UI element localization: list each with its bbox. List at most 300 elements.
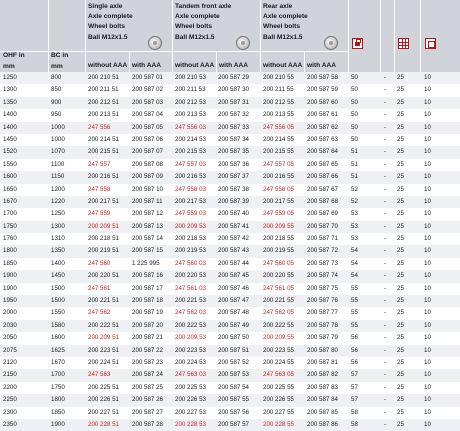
cell-s2: 200 587 24	[132, 371, 163, 379]
cell-d: -	[384, 272, 387, 280]
cell-bc: 1220	[51, 197, 65, 205]
cell-r1: 200 222 55	[263, 321, 294, 329]
cell-b: 10	[424, 321, 431, 329]
cell-r2: 200 587 85	[307, 408, 338, 416]
cell-b: 10	[424, 346, 431, 354]
cell-s2: 200 587 13	[132, 222, 163, 230]
cell-r1: 200 221 55	[263, 297, 294, 305]
cell-t1: 247 562 03	[175, 309, 206, 317]
cell-ohf: 1900	[3, 284, 17, 292]
cell-t2: 200 587 50	[218, 334, 249, 342]
cell-r1: 200 227 55	[263, 408, 294, 416]
table-row	[0, 221, 460, 233]
cell-r2: 200 587 86	[307, 420, 338, 428]
cell-d: -	[384, 74, 387, 81]
cell-s2: 200 587 28	[132, 420, 163, 428]
tandem-axle-sub3: Ball M12x1.5	[175, 34, 215, 41]
cell-b: 10	[424, 334, 431, 342]
cell-bc: 1900	[51, 420, 65, 428]
cell-a: 25	[397, 222, 404, 230]
box-size-icon	[425, 38, 436, 49]
tandem-with-aaa: with AAA	[219, 62, 249, 69]
tandem-without-aaa: without AAA	[175, 62, 215, 69]
cell-a: 25	[397, 185, 404, 193]
cell-r1: 200 218 55	[263, 235, 294, 243]
cell-t1: 200 225 53	[175, 383, 206, 391]
cell-t2: 200 587 57	[218, 420, 249, 428]
cell-r1: 200 228 55	[263, 420, 294, 428]
cell-b: 10	[424, 111, 431, 119]
cell-t2: 200 587 34	[218, 135, 249, 143]
single-with-aaa: with AAA	[132, 62, 162, 69]
cell-t2: 200 587 54	[218, 383, 249, 391]
cell-r2: 200 587 70	[307, 222, 338, 230]
table-row	[0, 258, 460, 270]
cell-s2: 200 587 03	[132, 98, 163, 106]
table-header	[0, 0, 460, 72]
cell-s2: 200 587 08	[132, 160, 163, 168]
cell-a: 25	[397, 371, 404, 379]
cell-s1: 200 218 51	[88, 235, 119, 243]
cell-t2: 200 587 38	[218, 185, 249, 193]
cell-s1: 200 227 51	[88, 408, 119, 416]
cell-b: 10	[424, 420, 431, 428]
cell-s1: 200 213 51	[88, 111, 119, 119]
cell-r1: 200 209 55	[263, 222, 294, 230]
cell-r2: 200 587 80	[307, 346, 338, 354]
weight-lock-icon	[352, 38, 363, 49]
cell-bc: 1070	[51, 148, 65, 156]
ohf-label: OHF in	[3, 52, 25, 59]
cell-s2: 200 587 01	[132, 74, 163, 81]
cell-b: 10	[424, 148, 431, 156]
cell-t1: 247 561 03	[175, 284, 206, 292]
cell-t1: 200 222 53	[175, 321, 206, 329]
cell-w: 51	[351, 148, 358, 156]
bc-unit: mm	[51, 63, 63, 70]
cell-r2: 200 587 64	[307, 148, 338, 156]
cell-d: -	[384, 383, 387, 391]
table-row	[0, 134, 460, 146]
cell-w: 51	[351, 173, 358, 181]
cell-s2: 200 587 11	[132, 197, 163, 205]
cell-t2: 200 587 31	[218, 98, 249, 106]
cell-b: 10	[424, 309, 431, 317]
cell-b: 10	[424, 86, 431, 94]
cell-bc: 1000	[51, 123, 65, 131]
cell-s1: 247 558	[88, 185, 111, 193]
cell-s1: 200 214 51	[88, 135, 119, 143]
cell-b: 10	[424, 358, 431, 366]
cell-s2: 200 587 02	[132, 86, 163, 94]
table-row	[0, 196, 460, 208]
cell-t2: 200 587 36	[218, 160, 249, 168]
cell-b: 10	[424, 135, 431, 143]
cell-s1: 200 222 51	[88, 321, 119, 329]
cell-t1: 200 211 53	[175, 86, 206, 94]
cell-a: 25	[397, 358, 404, 366]
cell-t2: 200 587 29	[218, 74, 249, 81]
cell-ohf: 1650	[3, 185, 17, 193]
cell-s1: 200 210 51	[88, 74, 119, 81]
cell-t1: 200 209 53	[175, 222, 206, 230]
cell-t1: 247 557 03	[175, 160, 206, 168]
cell-a: 25	[397, 272, 404, 280]
cell-w: 53	[351, 235, 358, 243]
cell-bc: 1625	[51, 346, 65, 354]
ball-coupling-icon	[324, 36, 338, 50]
cell-t1: 200 224 53	[175, 358, 206, 366]
cell-w: 50	[351, 86, 358, 94]
cell-w: 50	[351, 98, 358, 106]
cell-s2: 200 587 07	[132, 148, 163, 156]
single-axle-sub2: Wheel bolts	[88, 23, 125, 30]
cell-s2: 200 587 10	[132, 185, 163, 193]
cell-w: 55	[351, 297, 358, 305]
cell-w: 50	[351, 123, 358, 131]
cell-t1: 200 213 53	[175, 111, 206, 119]
cell-r1: 200 214 55	[263, 135, 294, 143]
cell-s2: 200 587 06	[132, 135, 163, 143]
cell-ohf: 2030	[3, 321, 17, 329]
cell-w: 56	[351, 334, 358, 342]
cell-bc: 1700	[51, 371, 65, 379]
cell-w: 56	[351, 346, 358, 354]
cell-d: -	[384, 321, 387, 329]
cell-t1: 247 558 03	[175, 185, 206, 193]
table-row	[0, 159, 460, 171]
cell-s1: 200 221 51	[88, 297, 119, 305]
rear-axle-sub3: Ball M12x1.5	[263, 34, 303, 41]
cell-b: 10	[424, 173, 431, 181]
cell-bc: 1200	[51, 185, 65, 193]
cell-w: 55	[351, 284, 358, 292]
cell-s2: 200 587 05	[132, 123, 163, 131]
cell-t2: 200 587 55	[218, 396, 249, 404]
cell-d: -	[384, 420, 387, 428]
cell-bc: 1800	[51, 396, 65, 404]
cell-t2: 200 587 42	[218, 235, 249, 243]
cell-d: -	[384, 148, 387, 156]
cell-s1: 200 220 51	[88, 272, 119, 280]
cell-ohf: 1400	[3, 111, 17, 119]
cell-b: 10	[424, 98, 431, 106]
cell-b: 10	[424, 222, 431, 230]
cell-t2: 200 587 51	[218, 346, 249, 354]
cell-t2: 200 587 56	[218, 408, 249, 416]
cell-d: -	[384, 235, 387, 243]
cell-d: -	[384, 222, 387, 230]
table-row	[0, 72, 460, 84]
cell-b: 10	[424, 210, 431, 218]
cell-r2: 200 587 58	[307, 74, 338, 81]
table-row	[0, 320, 460, 332]
cell-bc: 800	[51, 74, 62, 81]
cell-bc: 1300	[51, 222, 65, 230]
cell-ohf: 1550	[3, 160, 17, 168]
cell-ohf: 1750	[3, 222, 17, 230]
cell-r1: 200 223 55	[263, 346, 294, 354]
cell-s2: 200 587 18	[132, 297, 163, 305]
cell-s2: 200 587 27	[132, 408, 163, 416]
cell-a: 25	[397, 173, 404, 181]
cell-a: 25	[397, 247, 404, 255]
cell-ohf: 1850	[3, 259, 17, 267]
cell-bc: 1150	[51, 173, 65, 181]
table-row	[0, 97, 460, 109]
cell-w: 55	[351, 309, 358, 317]
rear-with-aaa: with AAA	[307, 62, 337, 69]
cell-ohf: 1350	[3, 98, 17, 106]
cell-b: 10	[424, 297, 431, 305]
cell-s2: 200 587 23	[132, 358, 163, 366]
cell-w: 50	[351, 74, 358, 81]
cell-r2: 200 587 61	[307, 111, 338, 119]
rear-without-aaa: without AAA	[263, 62, 303, 69]
cell-r2: 200 587 74	[307, 272, 338, 280]
cell-ohf: 1600	[3, 173, 17, 181]
cell-r1: 200 212 55	[263, 98, 294, 106]
cell-s1: 247 559	[88, 210, 111, 218]
cell-d: -	[384, 185, 387, 193]
cell-r1: 247 561 05	[263, 284, 294, 292]
cell-bc: 1580	[51, 321, 65, 329]
cell-r1: 247 562 05	[263, 309, 294, 317]
cell-s2: 1 225 995	[132, 259, 160, 267]
cell-a: 25	[397, 309, 404, 317]
cell-b: 10	[424, 408, 431, 416]
cell-d: -	[384, 346, 387, 354]
cell-b: 10	[424, 247, 431, 255]
cell-s2: 200 587 09	[132, 173, 163, 181]
cell-d: -	[384, 297, 387, 305]
cell-ohf: 2350	[3, 420, 17, 428]
cell-s2: 200 587 21	[132, 334, 163, 342]
cell-s2: 200 587 22	[132, 346, 163, 354]
table-row	[0, 382, 460, 394]
cell-s1: 247 562	[88, 309, 111, 317]
cell-a: 25	[397, 86, 404, 94]
cell-bc: 1000	[51, 135, 65, 143]
cell-t2: 200 587 53	[218, 371, 249, 379]
cell-a: 25	[397, 123, 404, 131]
cell-w: 57	[351, 396, 358, 404]
cell-r2: 200 587 83	[307, 383, 338, 391]
cell-s1: 200 215 51	[88, 148, 119, 156]
cell-b: 10	[424, 259, 431, 267]
cell-d: -	[384, 284, 387, 292]
cell-r2: 200 587 76	[307, 297, 338, 305]
cell-s2: 200 587 20	[132, 321, 163, 329]
cell-a: 25	[397, 408, 404, 416]
cell-t2: 200 587 44	[218, 259, 249, 267]
cell-a: 25	[397, 396, 404, 404]
cell-s2: 200 587 15	[132, 247, 163, 255]
cell-w: 51	[351, 160, 358, 168]
table-row	[0, 245, 460, 257]
cell-ohf: 2250	[3, 396, 17, 404]
tandem-axle-title: Tandem front axle	[175, 3, 232, 10]
cell-s1: 247 561	[88, 284, 111, 292]
cell-bc: 1500	[51, 284, 65, 292]
cell-t2: 200 587 46	[218, 284, 249, 292]
table-row	[0, 109, 460, 121]
cell-r2: 200 587 68	[307, 197, 338, 205]
cell-r1: 200 224 55	[263, 358, 294, 366]
cell-r1: 200 213 55	[263, 111, 294, 119]
cell-t1: 200 223 53	[175, 346, 206, 354]
cell-t1: 200 220 53	[175, 272, 206, 280]
cell-s2: 200 587 16	[132, 272, 163, 280]
cell-b: 10	[424, 185, 431, 193]
cell-s2: 200 587 26	[132, 396, 163, 404]
single-axle-sub1: Axle complete	[88, 13, 133, 20]
cell-r1: 200 226 55	[263, 396, 294, 404]
grid-dimension-icon	[398, 38, 409, 49]
cell-ohf: 1760	[3, 235, 17, 243]
cell-t2: 200 587 37	[218, 173, 249, 181]
cell-r2: 200 587 78	[307, 321, 338, 329]
cell-w: 50	[351, 135, 358, 143]
rear-axle-sub1: Axle complete	[263, 13, 308, 20]
cell-d: -	[384, 197, 387, 205]
cell-r1: 200 217 55	[263, 197, 294, 205]
cell-d: -	[384, 358, 387, 366]
cell-s1: 247 556	[88, 123, 111, 131]
cell-t1: 247 556 03	[175, 123, 206, 131]
cell-a: 25	[397, 284, 404, 292]
cell-ohf: 1700	[3, 210, 17, 218]
bc-label: BC in	[51, 52, 69, 59]
cell-r1: 247 563 05	[263, 371, 294, 379]
cell-w: 58	[351, 408, 358, 416]
cell-r2: 200 587 62	[307, 123, 338, 131]
cell-t2: 200 587 39	[218, 197, 249, 205]
cell-bc: 1350	[51, 247, 65, 255]
cell-ohf: 2120	[3, 358, 17, 366]
cell-r1: 200 225 55	[263, 383, 294, 391]
cell-ohf: 2050	[3, 334, 17, 342]
cell-b: 10	[424, 74, 431, 81]
cell-r1: 200 216 55	[263, 173, 294, 181]
cell-s1: 200 209 51	[88, 222, 119, 230]
cell-s1: 200 224 51	[88, 358, 119, 366]
table-row	[0, 184, 460, 196]
cell-t2: 200 587 33	[218, 123, 249, 131]
cell-r1: 247 557 05	[263, 160, 294, 168]
cell-t1: 200 215 53	[175, 148, 206, 156]
table-row	[0, 332, 460, 344]
cell-r2: 200 587 69	[307, 210, 338, 218]
single-without-aaa: without AAA	[88, 62, 128, 69]
cell-s1: 200 217 51	[88, 197, 119, 205]
cell-a: 25	[397, 420, 404, 428]
cell-r1: 200 211 55	[263, 86, 294, 94]
cell-w: 53	[351, 222, 358, 230]
cell-r2: 200 587 63	[307, 135, 338, 143]
cell-d: -	[384, 86, 387, 94]
cell-a: 25	[397, 111, 404, 119]
cell-t1: 247 560 03	[175, 259, 206, 267]
cell-d: -	[384, 408, 387, 416]
cell-b: 10	[424, 383, 431, 391]
cell-b: 10	[424, 160, 431, 168]
cell-b: 10	[424, 123, 431, 131]
cell-w: 52	[351, 197, 358, 205]
rear-axle-sub2: Wheel bolts	[263, 23, 300, 30]
cell-b: 10	[424, 197, 431, 205]
cell-t1: 200 219 53	[175, 247, 206, 255]
cell-t2: 200 587 35	[218, 148, 249, 156]
cell-r2: 200 587 72	[307, 247, 338, 255]
cell-w: 56	[351, 358, 358, 366]
cell-bc: 1550	[51, 309, 65, 317]
cell-r2: 200 587 79	[307, 334, 338, 342]
cell-bc: 1500	[51, 297, 65, 305]
cell-bc: 950	[51, 111, 62, 119]
cell-s2: 200 587 14	[132, 235, 163, 243]
table-row	[0, 394, 460, 406]
cell-ohf: 1520	[3, 148, 17, 156]
ball-coupling-icon	[236, 36, 250, 50]
ohf-unit: mm	[3, 63, 15, 70]
cell-bc: 1310	[51, 235, 65, 243]
cell-a: 25	[397, 321, 404, 329]
cell-w: 53	[351, 210, 358, 218]
cell-r1: 200 215 55	[263, 148, 294, 156]
cell-t2: 200 587 52	[218, 358, 249, 366]
cell-b: 10	[424, 371, 431, 379]
cell-d: -	[384, 396, 387, 404]
cell-r2: 200 587 81	[307, 358, 338, 366]
table-row	[0, 295, 460, 307]
cell-a: 25	[397, 259, 404, 267]
cell-a: 25	[397, 74, 404, 81]
cell-a: 25	[397, 383, 404, 391]
cell-r1: 200 220 55	[263, 272, 294, 280]
cell-w: 57	[351, 383, 358, 391]
cell-ohf: 2150	[3, 371, 17, 379]
cell-t1: 200 210 53	[175, 74, 206, 81]
cell-s1: 247 563	[88, 371, 111, 379]
cell-a: 25	[397, 297, 404, 305]
cell-ohf: 2075	[3, 346, 17, 354]
cell-t1: 200 217 53	[175, 197, 206, 205]
table-row	[0, 345, 460, 357]
cell-s1: 200 225 51	[88, 383, 119, 391]
table-row	[0, 84, 460, 96]
cell-b: 10	[424, 272, 431, 280]
cell-r1: 247 556 05	[263, 123, 294, 131]
cell-t2: 200 587 49	[218, 321, 249, 329]
cell-ohf: 1250	[3, 74, 17, 81]
cell-d: -	[384, 371, 387, 379]
cell-r2: 200 587 67	[307, 185, 338, 193]
cell-s1: 200 209 51	[88, 334, 119, 342]
table-row	[0, 419, 460, 431]
cell-r2: 200 587 59	[307, 86, 338, 94]
cell-t1: 200 209 53	[175, 334, 206, 342]
cell-a: 25	[397, 197, 404, 205]
cell-r2: 200 587 75	[307, 284, 338, 292]
tandem-axle-sub2: Wheel bolts	[175, 23, 212, 30]
cell-a: 25	[397, 98, 404, 106]
cell-d: -	[384, 111, 387, 119]
cell-w: 57	[351, 371, 358, 379]
cell-b: 10	[424, 235, 431, 243]
cell-d: -	[384, 247, 387, 255]
table-row	[0, 171, 460, 183]
